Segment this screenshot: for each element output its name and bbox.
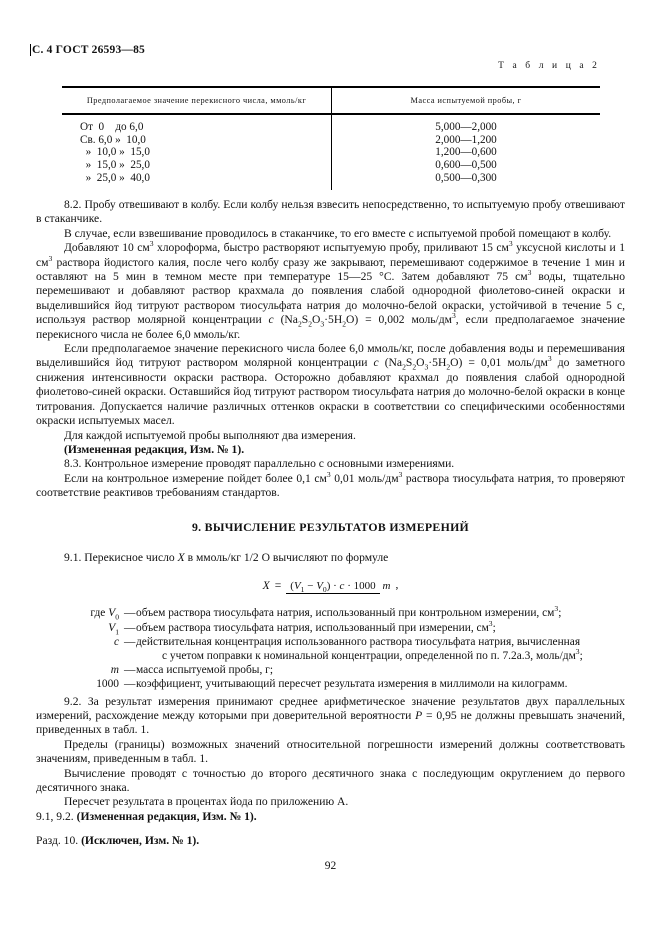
sup-dm3: 3 xyxy=(547,354,552,364)
paragraph-section-10-excluded xyxy=(36,834,625,848)
text-add-5: воды, тщательно перемешивают и добавляют раствор крахмала до появления слабой однородной фиолетово-синей окраски и выделившийся йод титруют раствором тиосульфата натрия до молочно-белой окраски, устойчивой в течение 5 с, используя раствор молярной концентрации xyxy=(36,270,625,327)
definition-dash: — xyxy=(124,621,136,634)
paragraph-calculation-precision: Вычисление проводят с точностью до второго десятичного знака с последующим округлением до первого десятичного знака. xyxy=(36,766,625,794)
page-folio: 92 xyxy=(324,860,337,872)
sub-2: 2 xyxy=(308,319,312,329)
sup-dm3: 3 xyxy=(451,311,456,321)
text-9-2-a: 9.2. За результат измерения принимают среднее арифметическое значение результатов двух параллельных измерений, расхождение между которыми при доверительной вероятности xyxy=(36,694,625,722)
sub-2: 2 xyxy=(412,362,417,372)
paragraph-revision-note-2 xyxy=(36,810,625,824)
sub-2: 2 xyxy=(297,319,302,329)
table-header-row xyxy=(62,88,600,113)
table-header-cell-mass xyxy=(332,88,600,113)
table-row: 1,200—0,600 xyxy=(435,146,497,159)
definition-text xyxy=(136,618,625,635)
formula-definitions xyxy=(36,606,625,691)
text-ctrl-3: раствора тиосульфата натрия, то проверяют соответствие реактивов требованиям стандартов. xyxy=(36,471,625,500)
definition-symbol-sub: 1 xyxy=(115,626,119,636)
italic-P: P xyxy=(415,708,423,722)
definition-lead xyxy=(36,663,124,677)
paragraph-higher-value xyxy=(36,342,625,428)
definition-text: масса испытуемой пробы, г; xyxy=(136,664,273,677)
definition-dash: — xyxy=(124,607,136,620)
num-tail: · 1000 xyxy=(344,580,376,593)
definition-dash: — xyxy=(124,678,136,691)
num-minus: − xyxy=(304,580,317,593)
definition-dash: — xyxy=(124,664,136,677)
definition-lead xyxy=(36,635,124,649)
definition-item xyxy=(36,635,625,663)
definition-text xyxy=(136,606,625,620)
text-add-4: раствора йодистого калия, после чего колбу сразу же закрывают, перемешивают содержимое в течение 1 мин и оставляют на 5 мин в темном месте при температуре 15—25 °С. Затем добавляют 75 см xyxy=(36,255,625,284)
italic-c: c xyxy=(268,313,274,327)
table-caption: Т а б л и ц а 2 xyxy=(498,61,600,71)
sub-2: 2 xyxy=(342,319,346,329)
definition-lead xyxy=(36,606,124,620)
sup-cm3: 3 xyxy=(527,268,532,278)
text-ctrl-2: 0,01 моль/дм xyxy=(330,471,399,485)
formula-denominator: m xyxy=(382,580,391,593)
formula-fraction xyxy=(286,579,391,595)
text-9-1-b: в ммоль/кг 1/2 О вычисляют по формуле xyxy=(184,550,389,564)
table-row: » 10,0 » 15,0 xyxy=(80,146,150,159)
definition-symbol: V xyxy=(108,607,116,620)
definition-sup: 3 xyxy=(554,604,559,614)
text-more-3: S xyxy=(405,356,413,370)
text-razd-bold: (Исключен, Изм. № 1). xyxy=(81,834,200,848)
sup-dm3: 3 xyxy=(398,469,403,479)
formula-peroxide-value xyxy=(36,578,625,593)
sup-cm3: 3 xyxy=(149,239,154,249)
table-header-cell-range xyxy=(62,88,332,113)
formula-trailing-comma: , xyxy=(395,578,399,592)
text-add-3: уксусной кислоты и 1 см xyxy=(36,241,625,269)
table-row: От 0 до 6,0 xyxy=(80,121,144,134)
formula-equals: = xyxy=(274,579,282,593)
definition-body: действительная концентрация использованного раствора тиосульфата натрия, вычисленная xyxy=(136,635,581,648)
text-more-7: до заметного снижения интенсивности окраски раствора. Осторожно добавляют крахмал до появления слабой однородной фиолетово-синей окраски. Оставшийся йод титруют раствором тиосульфата натрия до молочно-белой окраски в конце титрования. Допускается наличие различных оттенков окраски в соответствии со специфическими особенностями окраски испытуемых масел. xyxy=(36,356,625,428)
text-more-1: Если предполагаемое значение перекисного числа более 6,0 ммоль/кг, после добавления воды и перемешивания выделившийся йод титруют раствором молярной концентрации xyxy=(36,342,625,370)
table-body-col-range xyxy=(62,115,332,190)
paragraph-8-2-a: 8.2. Пробу отвешивают в колбу. Если колбу нельзя взвесить непосредственно, то испытуемую пробу отвешивают в стаканчике. xyxy=(36,198,625,226)
definition-body: объем раствора тиосульфата натрия, использованный при измерении, см xyxy=(136,621,489,634)
paragraph-control-measurement xyxy=(36,469,625,501)
sup-cm3: 3 xyxy=(48,253,53,263)
num-v0: V xyxy=(316,580,323,593)
definition-intro: где xyxy=(90,607,106,620)
italic-c: c xyxy=(373,356,379,370)
peroxide-mass-table xyxy=(62,86,600,190)
table-row: 2,000—1,200 xyxy=(435,133,497,146)
text-add-6: (Na xyxy=(273,313,298,327)
definition-dash: — xyxy=(124,635,136,648)
text-add-1: Добавляют 10 см xyxy=(64,241,150,255)
table-body-col-mass xyxy=(332,115,600,190)
table-row: Св. 6,0 » 10,0 xyxy=(80,133,146,146)
definition-lead xyxy=(36,621,124,635)
text-rev2-plain: 9.1, 9.2. xyxy=(36,809,77,823)
num-v1: V xyxy=(293,580,301,593)
paragraph-error-limits: Пределы (границы) возможных значений относительной погрешности измерений должны соответствовать значениям, приведенным в табл. 1. xyxy=(36,737,625,766)
num-v0-sub: 0 xyxy=(322,585,327,595)
text-add-8: O xyxy=(312,313,321,327)
table-row: » 15,0 » 25,0 xyxy=(80,158,150,171)
italic-X: X xyxy=(177,550,185,564)
paragraph-two-measurements: Для каждой испытуемой пробы выполняют два измерения. xyxy=(64,428,356,442)
table-row: 5,000—2,000 xyxy=(435,121,497,134)
document-body xyxy=(36,198,625,849)
running-head: С. 4 ГОСТ 26593—85 xyxy=(32,44,145,56)
table-row: 0,500—0,300 xyxy=(435,171,497,184)
definition-tail: ; xyxy=(558,607,562,620)
definition-item xyxy=(36,663,625,677)
text-9-1-a: 9.1. Перекисное число xyxy=(64,550,178,564)
text-add-7: S xyxy=(301,313,309,327)
paragraph-procedure-add xyxy=(36,241,625,342)
sub-2: 2 xyxy=(446,362,451,372)
paragraph-iodine-percent: Пересчет результата в процентах йода по приложению А. xyxy=(64,795,349,809)
text-add-2: хлороформа, быстро растворяют испытуемую пробу, приливают 15 см xyxy=(153,241,509,255)
table-header-label-range: Предполагаемое значение перекисного числа, ммоль/кг xyxy=(86,96,307,105)
table-body xyxy=(62,115,600,190)
num-v1-sub: 1 xyxy=(300,585,305,595)
definition-item xyxy=(36,677,625,691)
sub-3: 3 xyxy=(424,362,429,372)
text-add-9: ·5H xyxy=(324,313,343,327)
definition-symbol: m xyxy=(110,664,119,677)
num-paren-close: ) · xyxy=(326,580,340,593)
text-9-2-b: = 0,95 не должны превышать значений, приведенных в табл. 1. xyxy=(36,708,625,737)
paragraph-8-3: 8.3. Контрольное измерение проводят параллельно с основными измерениями. xyxy=(64,457,455,471)
text-ctrl-1: Если на контрольное измерение пойдет более 0,1 см xyxy=(64,471,327,485)
text-more-4: O xyxy=(416,356,425,370)
text-more-6: O) = 0,01 моль/дм xyxy=(450,356,548,370)
text-razd-plain: Разд. 10. xyxy=(36,834,82,848)
paragraph-9-1 xyxy=(36,551,625,565)
table-row: » 25,0 » 40,0 xyxy=(80,171,150,184)
section-heading-9: 9. ВЫЧИСЛЕНИЕ РЕЗУЛЬТАТОВ ИЗМЕРЕНИЙ xyxy=(191,519,470,534)
definition-symbol: c xyxy=(113,635,119,648)
paragraph-9-2 xyxy=(36,695,625,738)
definition-continuation xyxy=(136,649,625,663)
definition-text xyxy=(136,635,625,663)
definition-symbol: V xyxy=(108,621,116,634)
paragraph-revision-note-1: (Измененная редакция, Изм. № 1). xyxy=(64,442,245,456)
definition-body: объем раствора тиосульфата натрия, использованный при контрольном измерении, см xyxy=(136,607,555,620)
formula-numerator xyxy=(286,580,379,594)
text-more-5: ·5H xyxy=(428,356,447,370)
definition-cont-body: с учетом поправки к номинальной концентрации, определенной по п. 7.2а.3, моль/дм xyxy=(162,649,576,662)
sup-cm3: 3 xyxy=(326,469,331,479)
text-rev2-bold: (Измененная редакция, Изм. № 1). xyxy=(76,809,257,823)
formula-lhs: X xyxy=(262,579,270,593)
table-header-label-mass: Масса испытуемой пробы, г xyxy=(410,96,522,105)
definition-symbol-sub: 0 xyxy=(115,612,119,622)
text-add-10: O) = 0,002 моль/дм xyxy=(346,313,452,327)
definition-text: коэффициент, учитывающий пересчет результата измерения в миллимоли на килограмм. xyxy=(136,678,568,691)
paragraph-8-2-b: В случае, если взвешивание проводилось в стаканчике, то его вместе с испытуемой пробой помещают в колбу. xyxy=(64,226,612,240)
text-more-2: (Na xyxy=(378,356,403,370)
text-add-11: , если предполагаемое значение перекисного числа не более 6,0 ммоль/кг. xyxy=(36,313,625,341)
page-margin-tick xyxy=(30,44,31,56)
sup-cm3: 3 xyxy=(508,239,513,249)
definition-cont-sup: 3 xyxy=(575,647,580,657)
num-c: c xyxy=(339,580,345,593)
definition-sup: 3 xyxy=(488,618,493,628)
definition-item xyxy=(36,606,625,620)
table-row: 0,600—0,500 xyxy=(435,158,497,171)
definition-cont-tail: ; xyxy=(579,649,583,662)
definition-lead: 1000 xyxy=(96,678,119,691)
sub-3: 3 xyxy=(320,319,325,329)
definition-tail: ; xyxy=(492,621,496,634)
num-paren-open: ( xyxy=(290,580,294,593)
definition-item xyxy=(36,618,625,636)
sub-2: 2 xyxy=(402,362,406,372)
